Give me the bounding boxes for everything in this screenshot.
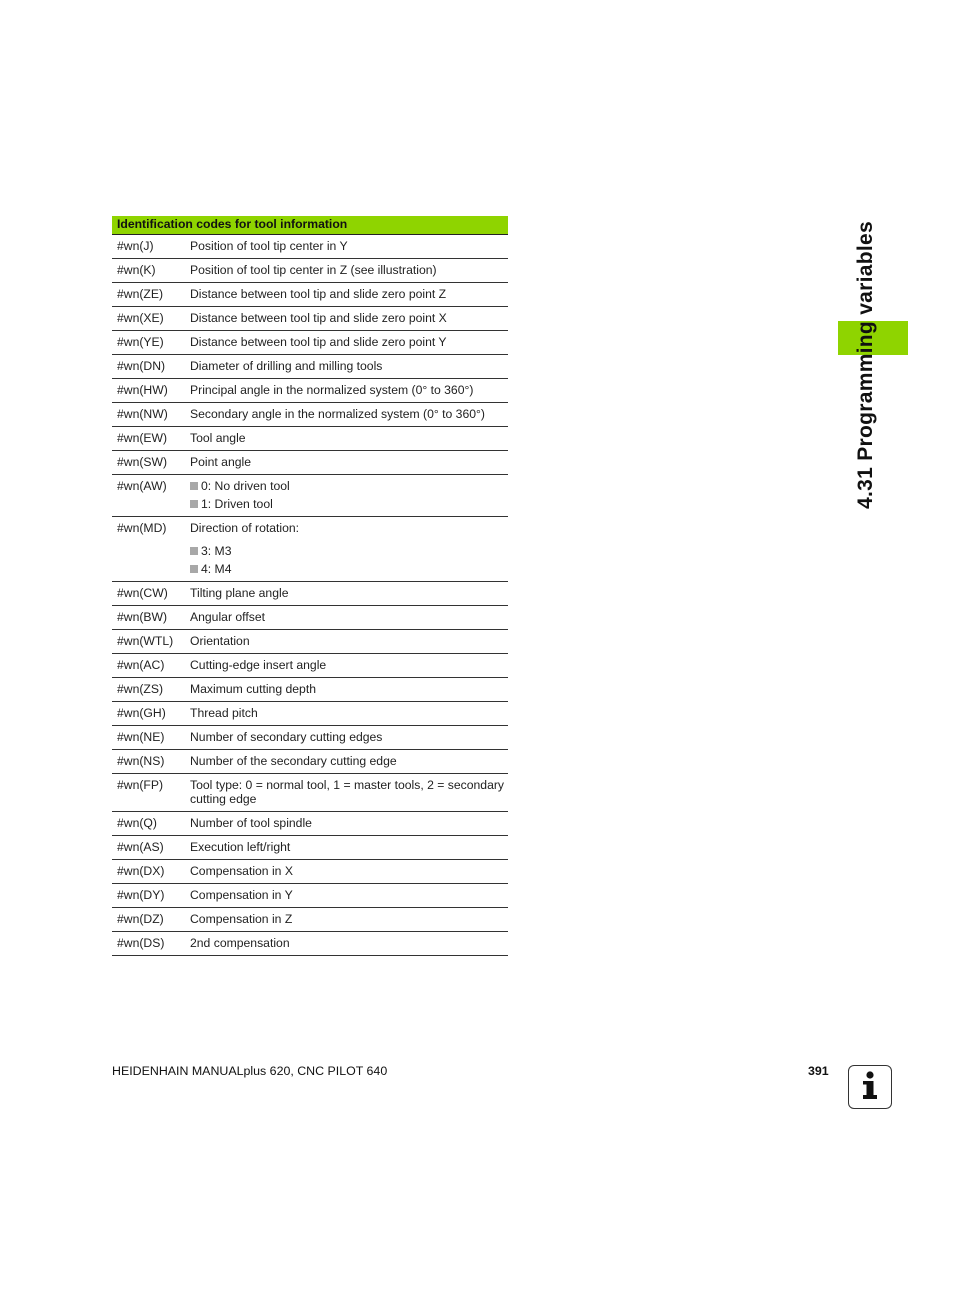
- row-description-text: Direction of rotation:: [190, 521, 300, 535]
- row-code: #wn(DX): [117, 864, 165, 878]
- table-body: [112, 235, 508, 956]
- bullet-item: [190, 562, 504, 576]
- row-description: [190, 754, 508, 768]
- row-code: #wn(BW): [117, 610, 168, 624]
- row-description-text: Principal angle in the normalized system (0° to 360°): [190, 383, 474, 397]
- row-description-text: Number of tool spindle: [190, 816, 312, 830]
- row-description-text: Tilting plane angle: [190, 586, 289, 600]
- table-row: [112, 678, 508, 702]
- row-description-text: Tool angle: [190, 431, 246, 445]
- row-description-text: Thread pitch: [190, 706, 258, 720]
- row-description: [190, 840, 508, 854]
- table-row: [112, 884, 508, 908]
- table-row: [112, 283, 508, 307]
- row-description: [190, 263, 508, 277]
- row-description-text: Orientation: [190, 634, 250, 648]
- row-code: #wn(AS): [117, 840, 164, 854]
- row-code: #wn(DZ): [117, 912, 164, 926]
- page-number: 391: [808, 1064, 829, 1078]
- row-description-text: Number of secondary cutting edges: [190, 730, 383, 744]
- row-code: #wn(WTL): [117, 634, 174, 648]
- row-code: #wn(HW): [117, 383, 168, 397]
- row-description-text: Angular offset: [190, 610, 265, 624]
- row-description: [190, 455, 508, 469]
- row-code: #wn(NE): [117, 730, 165, 744]
- row-code: #wn(NW): [117, 407, 168, 421]
- row-description-text: Compensation in X: [190, 864, 293, 878]
- table-row: [112, 403, 508, 427]
- table-row: [112, 517, 508, 582]
- row-description: [190, 730, 508, 744]
- row-description-text: Number of the secondary cutting edge: [190, 754, 397, 768]
- row-description: [190, 778, 508, 806]
- row-code: #wn(GH): [117, 706, 166, 720]
- row-code: #wn(FP): [117, 778, 164, 792]
- row-description-text: Distance between tool tip and slide zero point Z: [190, 287, 447, 301]
- table-row: [112, 630, 508, 654]
- row-description-text: Maximum cutting depth: [190, 682, 316, 696]
- row-code: #wn(NS): [117, 754, 165, 768]
- row-code: #wn(ZE): [117, 287, 164, 301]
- row-description: [190, 658, 508, 672]
- table-row: [112, 606, 508, 630]
- row-code: #wn(AW): [117, 479, 167, 493]
- row-code: #wn(Q): [117, 816, 157, 830]
- row-description-text: Position of tool tip center in Y: [190, 239, 348, 253]
- table-row: [112, 908, 508, 932]
- row-description-text: Position of tool tip center in Z (see illustration): [190, 263, 437, 277]
- row-description: [190, 383, 508, 397]
- table-row: [112, 379, 508, 403]
- row-description: [190, 912, 508, 926]
- row-description: [190, 521, 508, 576]
- table-row: [112, 427, 508, 451]
- section-title: 4.31 Programming variables: [854, 221, 877, 509]
- row-description: [190, 888, 508, 902]
- table-row: [112, 654, 508, 678]
- row-description-text: Point angle: [190, 455, 251, 469]
- table-header: Identification codes for tool information: [112, 216, 508, 235]
- row-code: #wn(DY): [117, 888, 165, 902]
- row-code: #wn(CW): [117, 586, 168, 600]
- row-description-text: Secondary angle in the normalized system (0° to 360°): [190, 407, 485, 421]
- row-description: [190, 479, 508, 511]
- row-code: #wn(XE): [117, 311, 164, 325]
- table-row: [112, 331, 508, 355]
- row-code: #wn(MD): [117, 521, 167, 535]
- table-row: [112, 774, 508, 812]
- table-row: [112, 582, 508, 606]
- row-description: [190, 239, 508, 253]
- bullet-item: [190, 497, 504, 511]
- row-code: #wn(K): [117, 263, 156, 277]
- row-code: #wn(DS): [117, 936, 165, 950]
- row-description: [190, 407, 508, 421]
- row-description: [190, 864, 508, 878]
- table-row: [112, 726, 508, 750]
- row-description: [190, 586, 508, 600]
- table-row: [112, 307, 508, 331]
- bullet-text: 3: M3: [201, 544, 232, 558]
- row-description: [190, 634, 508, 648]
- row-code: #wn(EW): [117, 431, 168, 445]
- row-description-text: Diameter of drilling and milling tools: [190, 359, 383, 373]
- row-description-text: Execution left/right: [190, 840, 291, 854]
- tool-info-table: [112, 216, 508, 956]
- bullet-text: 1: Driven tool: [201, 497, 273, 511]
- table-row: [112, 451, 508, 475]
- table-row: [112, 702, 508, 726]
- manual-title: HEIDENHAIN MANUALplus 620, CNC PILOT 640: [112, 1064, 388, 1078]
- row-code: #wn(ZS): [117, 682, 164, 696]
- row-description-text: Cutting-edge insert angle: [190, 658, 327, 672]
- bullet-text: 4: M4: [201, 562, 232, 576]
- table-row: [112, 235, 508, 259]
- row-description: [190, 311, 508, 325]
- row-description: [190, 706, 508, 720]
- info-icon: [848, 1065, 892, 1109]
- table-row: [112, 750, 508, 774]
- bullet-item: [190, 479, 504, 493]
- table-row: [112, 836, 508, 860]
- table-row: [112, 860, 508, 884]
- row-code: #wn(J): [117, 239, 154, 253]
- row-code: #wn(DN): [117, 359, 166, 373]
- table-row: [112, 475, 508, 517]
- row-description: [190, 936, 508, 950]
- row-description: [190, 431, 508, 445]
- row-description-text: Distance between tool tip and slide zero point Y: [190, 335, 447, 349]
- row-description-text: 2nd compensation: [190, 936, 290, 950]
- bullet-item: [190, 544, 504, 558]
- row-description: [190, 682, 508, 696]
- table-row: [112, 812, 508, 836]
- bullet-square-icon: [190, 547, 198, 555]
- row-description: [190, 816, 508, 830]
- row-description-text: Compensation in Z: [190, 912, 293, 926]
- row-description: [190, 359, 508, 373]
- row-description-text: Distance between tool tip and slide zero point X: [190, 311, 447, 325]
- table-row: [112, 932, 508, 956]
- row-code: #wn(AC): [117, 658, 165, 672]
- bullet-text: 0: No driven tool: [201, 479, 290, 493]
- table-row: [112, 355, 508, 379]
- row-description-text: Tool type: 0 = normal tool, 1 = master tools, 2 = secondary cutting edge: [190, 778, 504, 806]
- bullet-square-icon: [190, 565, 198, 573]
- row-description: [190, 287, 508, 301]
- table-row: [112, 259, 508, 283]
- row-description: [190, 335, 508, 349]
- row-code: #wn(SW): [117, 455, 168, 469]
- row-description-text: Compensation in Y: [190, 888, 293, 902]
- bullet-square-icon: [190, 500, 198, 508]
- row-description: [190, 610, 508, 624]
- row-code: #wn(YE): [117, 335, 164, 349]
- bullet-square-icon: [190, 482, 198, 490]
